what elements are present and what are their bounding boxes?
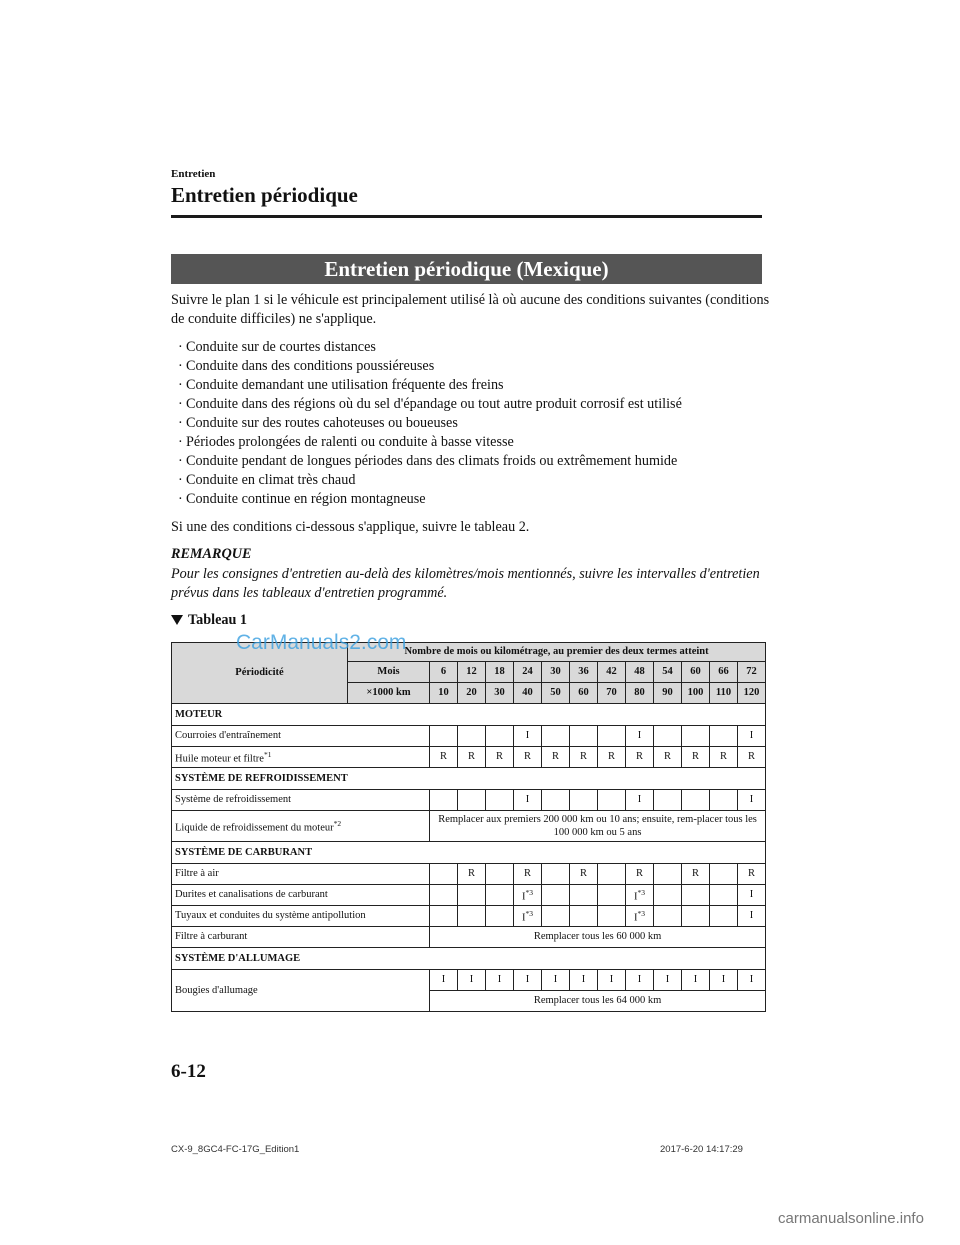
table-cell — [486, 885, 514, 906]
table-cell: R — [654, 747, 682, 768]
table-cell — [542, 864, 570, 885]
table-row — [172, 842, 766, 864]
table-cell: 50 — [542, 683, 570, 704]
list-item: · Périodes prolongées de ralenti ou conduite à basse vitesse — [178, 434, 514, 450]
table-cell: R — [458, 864, 486, 885]
table-cell — [430, 906, 458, 927]
mois-label: Mois — [348, 662, 430, 683]
table-cell: I — [710, 970, 738, 991]
table-cell — [458, 790, 486, 811]
table-cell: I — [738, 790, 766, 811]
table-cell — [430, 885, 458, 906]
table-cell: R — [682, 864, 710, 885]
bullet-icon: · — [178, 377, 183, 393]
table-cell: I — [654, 970, 682, 991]
table-cell: 30 — [542, 662, 570, 683]
table-cell: $I^{*3}$ — [626, 906, 654, 927]
table-cell: I — [514, 790, 542, 811]
list-item: · Conduite sur de courtes distances — [178, 339, 376, 355]
row-label: Bougies d'allumage — [172, 970, 430, 1012]
table-cell — [710, 906, 738, 927]
category-refroidissement: SYSTÈME DE REFROIDISSEMENT — [172, 768, 766, 790]
table-cell: 120 — [738, 683, 766, 704]
table-cell: I — [738, 970, 766, 991]
table-cell: R — [570, 747, 598, 768]
table-cell: 80 — [626, 683, 654, 704]
table-cell — [430, 726, 458, 747]
table-cell: $I^{*3}$ — [514, 906, 542, 927]
table-row — [172, 790, 766, 811]
table-cell — [430, 790, 458, 811]
bullet-icon: · — [178, 453, 183, 469]
list-item: · Conduite en climat très chaud — [178, 472, 356, 488]
coolant-note: Remplacer aux premiers 200 000 km ou 10 ans; ensuite, rem-placer tous les 100 000 km ou 5 ans — [430, 811, 766, 842]
table-cell — [654, 790, 682, 811]
table-cell — [710, 790, 738, 811]
table-cell — [486, 726, 514, 747]
table-cell — [570, 906, 598, 927]
periodicite-header: Périodicité — [172, 643, 348, 704]
table-cell — [682, 885, 710, 906]
table-cell: 30 — [486, 683, 514, 704]
table-row — [172, 747, 766, 768]
row-label: Filtre à air — [172, 864, 430, 885]
row-label: Huile moteur et filtre$^{*1}$ — [172, 747, 430, 768]
table-cell — [458, 906, 486, 927]
watermark-top: CarManuals2.com — [236, 631, 407, 654]
category-allumage: SYSTÈME D'ALLUMAGE — [172, 948, 766, 970]
list-item: · Conduite continue en région montagneuse — [178, 491, 426, 507]
table-cell — [486, 906, 514, 927]
table-cell: R — [598, 747, 626, 768]
table-cell: R — [626, 747, 654, 768]
table-cell: 110 — [710, 683, 738, 704]
table-cell: R — [682, 747, 710, 768]
row-label: Courroies d'entraînement — [172, 726, 430, 747]
row-label: Liquide de refroidissement du moteur$^{*2}$ — [172, 811, 430, 842]
table-cell — [570, 726, 598, 747]
table-row — [172, 885, 766, 906]
table-cell — [682, 726, 710, 747]
table-cell — [710, 885, 738, 906]
table-cell — [486, 790, 514, 811]
table-cell: 20 — [458, 683, 486, 704]
table-cell — [598, 790, 626, 811]
row-label: Filtre à carburant — [172, 927, 430, 948]
bullet-icon: · — [178, 358, 183, 374]
list-item: · Conduite demandant une utilisation fréquente des freins — [178, 377, 504, 393]
table-cell: R — [542, 747, 570, 768]
table-cell — [654, 906, 682, 927]
footer-edition: CX-9_8GC4-FC-17G_Edition1 — [171, 1144, 300, 1155]
table-cell — [542, 726, 570, 747]
table-cell: R — [430, 747, 458, 768]
page-number: 6-12 — [171, 1061, 206, 1082]
table-cell: R — [738, 864, 766, 885]
table-row — [172, 704, 766, 726]
table-cell — [654, 885, 682, 906]
table-cell — [542, 885, 570, 906]
table-cell: R — [514, 864, 542, 885]
table-cell: R — [458, 747, 486, 768]
table-cell: 40 — [514, 683, 542, 704]
bullet-icon: · — [178, 434, 183, 450]
table-cell: I — [626, 790, 654, 811]
table-cell — [542, 906, 570, 927]
table-cell — [542, 790, 570, 811]
fuel-filter-note: Remplacer tous les 60 000 km — [430, 927, 766, 948]
section-banner: Entretien périodique (Mexique) — [171, 254, 762, 284]
table-row — [172, 768, 766, 790]
table-cell — [598, 864, 626, 885]
table-cell — [570, 790, 598, 811]
table-cell: I — [514, 970, 542, 991]
table-cell — [458, 885, 486, 906]
triangle-down-icon — [171, 615, 183, 625]
page-title: Entretien périodique — [171, 183, 358, 207]
table-cell: 36 — [570, 662, 598, 683]
table-cell: I — [738, 906, 766, 927]
table-cell: I — [738, 726, 766, 747]
table-cell: I — [682, 970, 710, 991]
table-title: Tableau 1 — [171, 612, 247, 629]
note-text: Pour les consignes d'entretien au-delà des kilomètres/mois mentionnés, suivre les intervalles d'entretien prévus dans les tableaux d'entretien programmé. — [171, 566, 760, 601]
table-cell: $I^{*3}$ — [514, 885, 542, 906]
table-row — [172, 864, 766, 885]
row-label: Durites et canalisations de carburant — [172, 885, 430, 906]
section-label: Entretien — [171, 168, 216, 180]
table-cell — [710, 864, 738, 885]
table-cell — [654, 726, 682, 747]
table-cell: 42 — [598, 662, 626, 683]
table-cell — [682, 906, 710, 927]
table-row — [172, 811, 766, 842]
table-row — [172, 726, 766, 747]
list-item: · Conduite dans des régions où du sel d'épandage ou tout autre produit corrosif est utilisé — [178, 396, 682, 412]
intro-paragraph: Suivre le plan 1 si le véhicule est principalement utilisé là où aucune des conditions suivantes (conditions de conduite difficiles) ne s'applique. — [171, 292, 770, 327]
table-cell — [598, 906, 626, 927]
bullet-icon: · — [178, 396, 183, 412]
spark-plug-note: Remplacer tous les 64 000 km — [430, 991, 766, 1012]
bullet-icon: · — [178, 339, 183, 355]
table-cell: I — [542, 970, 570, 991]
table-cell — [458, 726, 486, 747]
table-cell: 72 — [738, 662, 766, 683]
table-cell: 60 — [570, 683, 598, 704]
table-cell: 48 — [626, 662, 654, 683]
table-cell: I — [458, 970, 486, 991]
table-cell — [486, 864, 514, 885]
bullet-icon: · — [178, 472, 183, 488]
category-moteur: MOTEUR — [172, 704, 766, 726]
table-cell: R — [626, 864, 654, 885]
bullet-icon: · — [178, 415, 183, 431]
row-label: Tuyaux et conduites du système antipollution — [172, 906, 430, 927]
table-cell: I — [570, 970, 598, 991]
table-cell — [570, 885, 598, 906]
table-cell: R — [486, 747, 514, 768]
table-cell: R — [570, 864, 598, 885]
table-cell — [710, 726, 738, 747]
conditions-list — [178, 338, 682, 509]
maintenance-table — [171, 642, 766, 1012]
table-cell: 10 — [430, 683, 458, 704]
category-carburant: SYSTÈME DE CARBURANT — [172, 842, 766, 864]
interval-header: Nombre de mois ou kilométrage, au premier des deux termes atteint — [348, 643, 766, 662]
table-cell: I — [626, 726, 654, 747]
table-cell: I — [430, 970, 458, 991]
bullet-icon: · — [178, 491, 183, 507]
table-cell: 90 — [654, 683, 682, 704]
table-cell: 24 — [514, 662, 542, 683]
footer-timestamp: 2017-6-20 14:17:29 — [660, 1144, 743, 1155]
table-cell — [654, 864, 682, 885]
table-row — [172, 970, 766, 991]
table-cell — [430, 864, 458, 885]
table-cell: 66 — [710, 662, 738, 683]
list-item: · Conduite dans des conditions poussiéreuses — [178, 358, 435, 374]
table-cell: R — [514, 747, 542, 768]
list-item: · Conduite pendant de longues périodes dans des climats froids ou extrêmement humide — [178, 453, 678, 469]
note-heading: REMARQUE — [171, 546, 252, 562]
table-cell: 18 — [486, 662, 514, 683]
table-cell: 6 — [430, 662, 458, 683]
title-rule — [171, 215, 762, 218]
table-cell: I — [626, 970, 654, 991]
table-cell: 12 — [458, 662, 486, 683]
table-cell: 100 — [682, 683, 710, 704]
table-cell: I — [738, 885, 766, 906]
table-cell — [598, 726, 626, 747]
table-cell: I — [598, 970, 626, 991]
km-label: ×1000 km — [348, 683, 430, 704]
table-cell: 70 — [598, 683, 626, 704]
table-cell: R — [710, 747, 738, 768]
row-label: Système de refroidissement — [172, 790, 430, 811]
table-row — [172, 948, 766, 970]
watermark-bottom: carmanualsonline.info — [778, 1210, 924, 1227]
table-row — [172, 906, 766, 927]
table-row — [172, 927, 766, 948]
table2-sentence: Si une des conditions ci-dessous s'applique, suivre le tableau 2. — [171, 519, 530, 535]
list-item: · Conduite sur des routes cahoteuses ou boueuses — [178, 415, 458, 431]
table-cell: 54 — [654, 662, 682, 683]
table-cell: R — [738, 747, 766, 768]
table-cell: I — [514, 726, 542, 747]
table-cell — [598, 885, 626, 906]
table-cell: $I^{*3}$ — [626, 885, 654, 906]
table-cell: I — [486, 970, 514, 991]
table-cell: 60 — [682, 662, 710, 683]
table-cell — [682, 790, 710, 811]
